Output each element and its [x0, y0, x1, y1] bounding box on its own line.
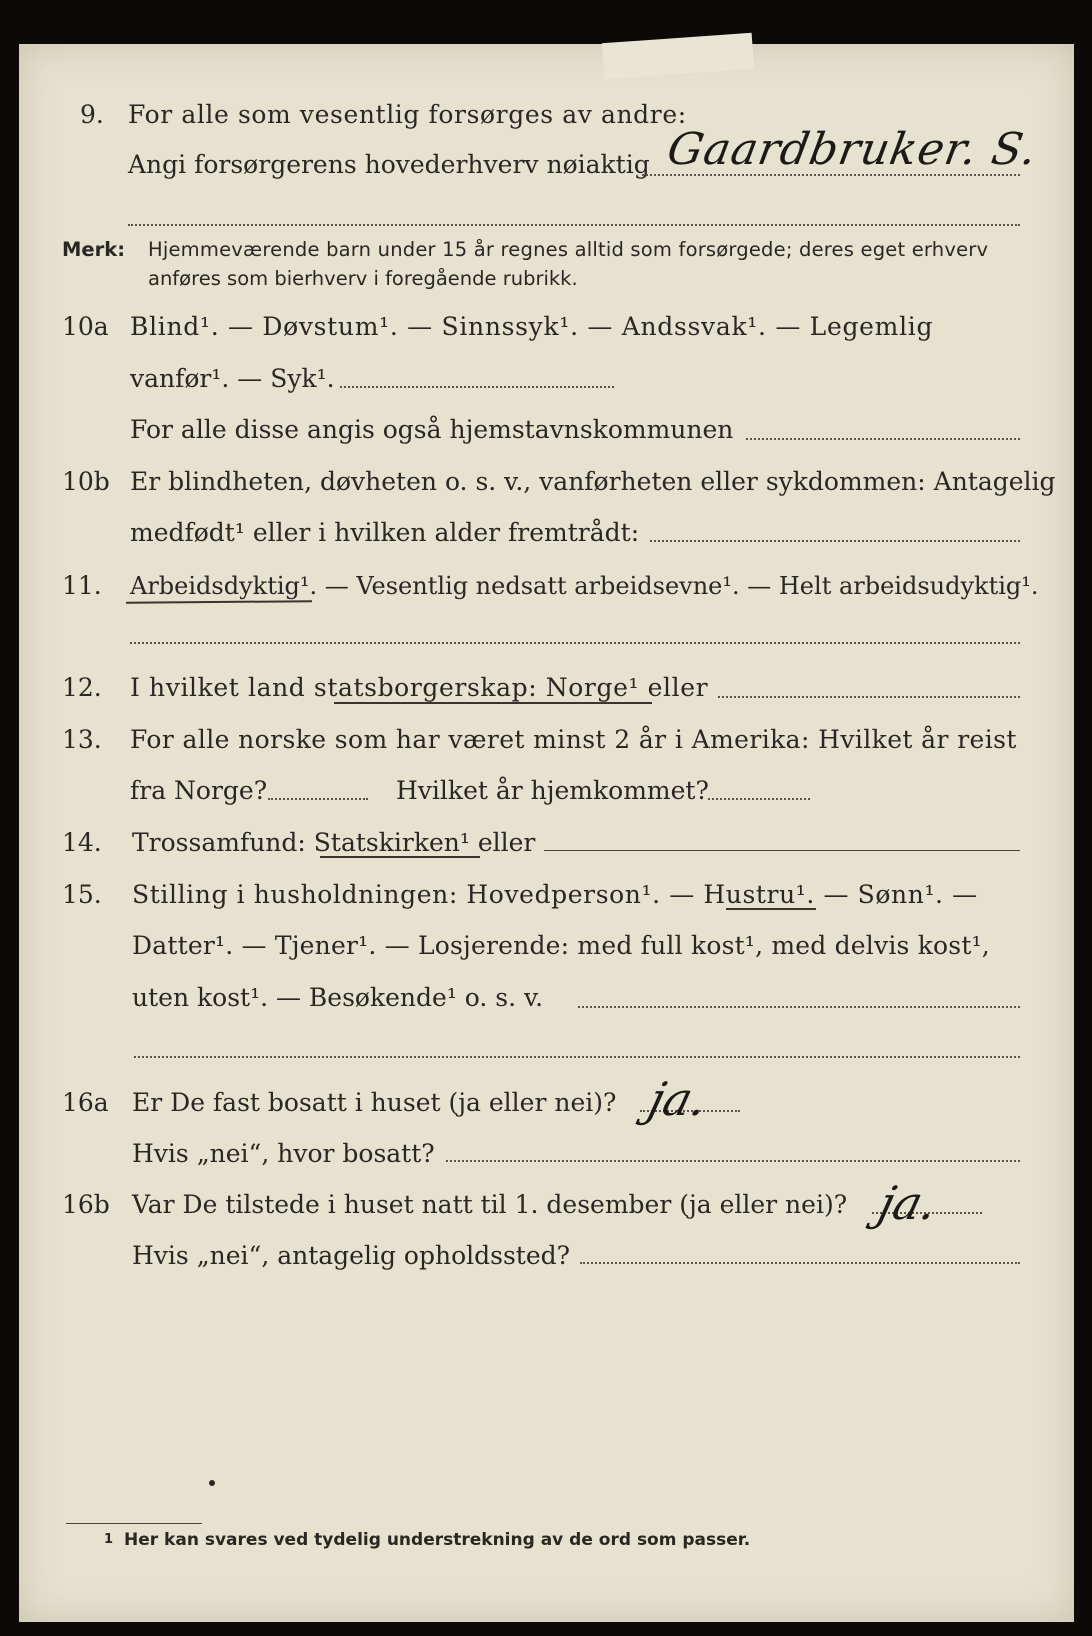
q13-line-a [268, 798, 368, 800]
q9-answer: Gaardbruker. S. [663, 124, 1042, 175]
q12-text-1: I hvilket land statsborgerskap: Norge¹ eller [130, 673, 709, 702]
q10b-text-2: medfødt¹ eller i hvilken alder fremtrådt: [130, 518, 640, 547]
q10b-number: 10b [62, 467, 110, 496]
footnote-text: Her kan svares ved tydelig understrekning av de ord som passer. [124, 1530, 751, 1550]
q10a-number: 10a [62, 312, 109, 341]
q15-number: 15. [62, 880, 102, 909]
footnote-mark: 1 [104, 1532, 114, 1547]
q9-number: 9. [80, 100, 104, 129]
q14-text-1: Trossamfund: Statskirken¹ eller [132, 828, 536, 857]
q11-text-1: Arbeidsdyktig¹. — Vesentlig nedsatt arbeidsevne¹. — Helt arbeidsudyktig¹. [130, 572, 1039, 600]
q15-extra-line [134, 1056, 1020, 1058]
q9-text-1: For alle som vesentlig forsørges av andre: [128, 100, 687, 129]
q9-text-2: Angi forsørgerens hovederhverv nøiaktig [128, 150, 650, 179]
q16a-answer: ja. [643, 1072, 714, 1126]
q16a-text-2: Hvis „nei“, hvor bosatt? [132, 1139, 435, 1168]
q15-text-2: Datter¹. — Tjener¹. — Losjerende: med full kost¹, med delvis kost¹, [132, 931, 990, 960]
q13-text-1: For alle norske som har været minst 2 år i Amerika: Hvilket år reist [130, 725, 1017, 754]
q10a-line-3 [746, 438, 1020, 440]
merk-text-2: anføres som bierhverv i foregående rubrikk. [148, 267, 578, 290]
q16b-line-2 [580, 1262, 1020, 1264]
q14-underline [320, 856, 480, 858]
q12-number: 12. [62, 673, 102, 702]
q12-underline [334, 702, 652, 704]
ink-spot [209, 1480, 215, 1486]
q11-extra-line [130, 642, 1020, 644]
q15-line-3 [578, 1006, 1020, 1008]
q15-text-1: Stilling i husholdningen: Hovedperson¹. — Hustru¹. — Sønn¹. — [132, 880, 978, 909]
q10a-line-2 [340, 386, 614, 388]
q10a-text-1: Blind¹. — Døvstum¹. — Sinnssyk¹. — Andssvak¹. — Legemlig [130, 312, 934, 341]
q10b-line-2 [650, 540, 1020, 542]
q13-line-b [708, 798, 810, 800]
q16b-number: 16b [62, 1190, 110, 1219]
q13-text-2b: Hvilket år hjemkommet? [396, 776, 709, 805]
q16b-text-1: Var De tilstede i huset natt til 1. desember (ja eller nei)? [132, 1190, 848, 1219]
q14-line [544, 850, 1020, 851]
merk-label: Merk: [62, 238, 126, 261]
q10b-text-1: Er blindheten, døvheten o. s. v., vanførheten eller sykdommen: Antagelig [130, 467, 1056, 496]
merk-text-1: Hjemmeværende barn under 15 år regnes alltid som forsørgede; deres eget erhverv [148, 238, 989, 261]
q12-line [718, 696, 1020, 698]
q14-number: 14. [62, 828, 102, 857]
footnote-rule [66, 1523, 202, 1524]
q16b-answer: ja. [873, 1176, 944, 1230]
q13-number: 13. [62, 725, 102, 754]
q16a-text-1: Er De fast bosatt i huset (ja eller nei)? [132, 1088, 617, 1117]
q11-number: 11. [62, 571, 102, 600]
q13-text-2a: fra Norge? [130, 776, 268, 805]
q15-underline [726, 908, 816, 910]
q15-text-3: uten kost¹. — Besøkende¹ o. s. v. [132, 983, 544, 1012]
q10a-text-2: vanfør¹. — Syk¹. [130, 364, 335, 393]
q16b-text-2: Hvis „nei“, antagelig opholdssted? [132, 1241, 571, 1270]
q9-extra-line [128, 224, 1020, 226]
q16a-number: 16a [62, 1088, 109, 1117]
q10a-text-3: For alle disse angis også hjemstavnskommunen [130, 415, 734, 444]
q16a-line-2 [446, 1160, 1020, 1162]
